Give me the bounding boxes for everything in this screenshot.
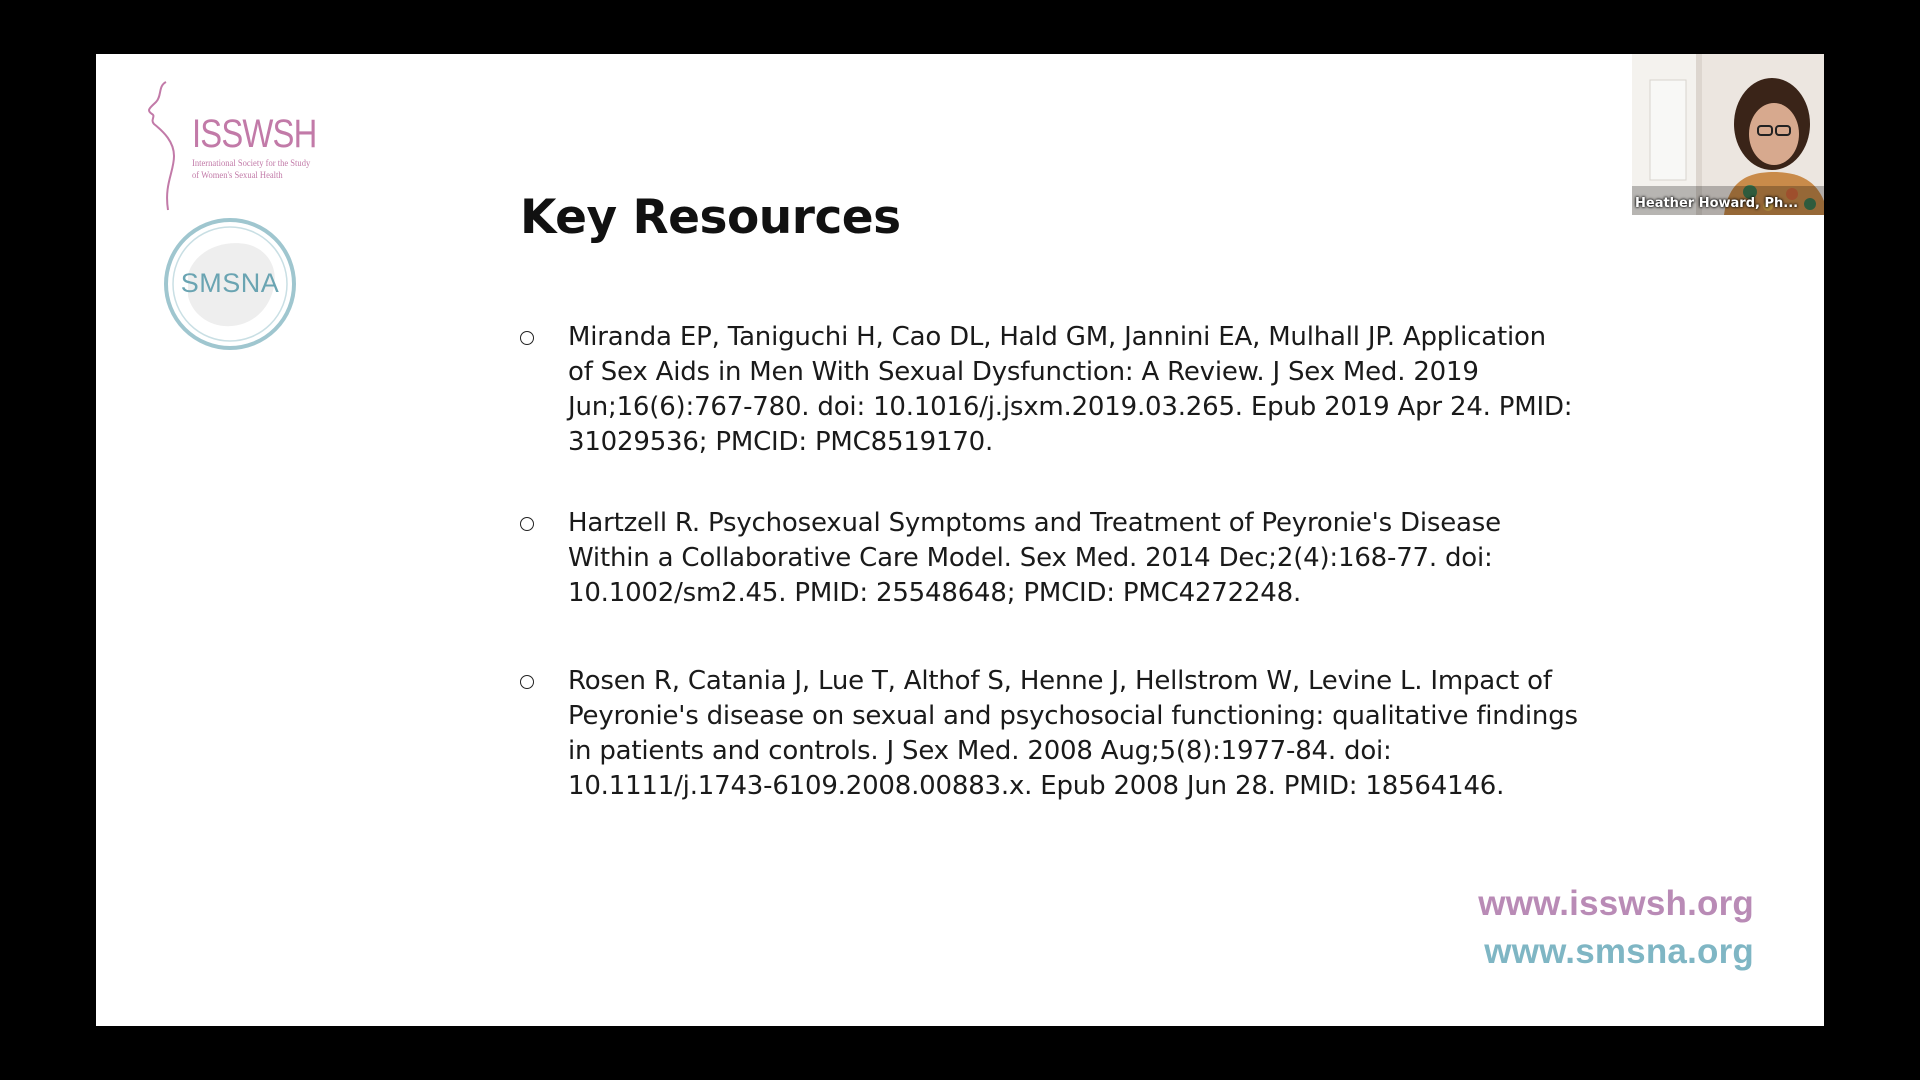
reference-text: Miranda EP, Taniguchi H, Cao DL, Hald GM, Jannini EA, Mulhall JP. Application of Sex Aids in Men With Sexual Dysfunction: A Review. J Sex Med. 2019 Jun;16(6):767-780. doi: 10.1016/j.jsxm.2019.03.265. Epub 2019 Apr 24. PMID: 31029536; PMCID: PMC8519170.: [568, 322, 1573, 457]
participant-name-label: Heather Howard, Ph...: [1635, 196, 1799, 211]
reference-text: Hartzell R. Psychosexual Symptoms and Treatment of Peyronie's Disease Within a Collaborative Care Model. Sex Med. 2014 Dec;2(4):168-77. doi: 10.1002/sm2.45. PMID: 25548648; PMCID: PMC4272248.: [568, 508, 1501, 608]
female-silhouette-icon: [144, 80, 194, 212]
webcam-feed: [1632, 54, 1824, 215]
reference-text: Rosen R, Catania J, Lue T, Althof S, Henne J, Hellstrom W, Levine L. Impact of Peyronie's disease on sexual and psychosocial functioning: qualitative findings in patients and controls. J Sex Med. 2008 Aug;5(8):1977-84. doi: 10.1111/j.1743-6109.2008.00883.x. Epub 2008 Jun 28. PMID: 18564146.: [568, 666, 1578, 801]
hollow-bullet-icon: [520, 675, 534, 689]
presentation-slide: [96, 54, 1824, 1026]
smsna-name: SMSNA: [180, 268, 280, 298]
smsna-url: www.smsna.org: [1484, 932, 1754, 971]
isswsh-logo: [144, 80, 334, 210]
isswsh-tagline: International Society for the Study of Women's Sexual Health: [192, 159, 311, 181]
slide-title: Key Resources: [520, 190, 901, 245]
participant-video-tile[interactable]: [1632, 54, 1824, 215]
isswsh-name: ISSWSH: [192, 112, 317, 156]
hollow-bullet-icon: [520, 331, 534, 345]
isswsh-url: www.isswsh.org: [1478, 884, 1754, 923]
smsna-logo: [162, 216, 298, 352]
hollow-bullet-icon: [520, 517, 534, 531]
